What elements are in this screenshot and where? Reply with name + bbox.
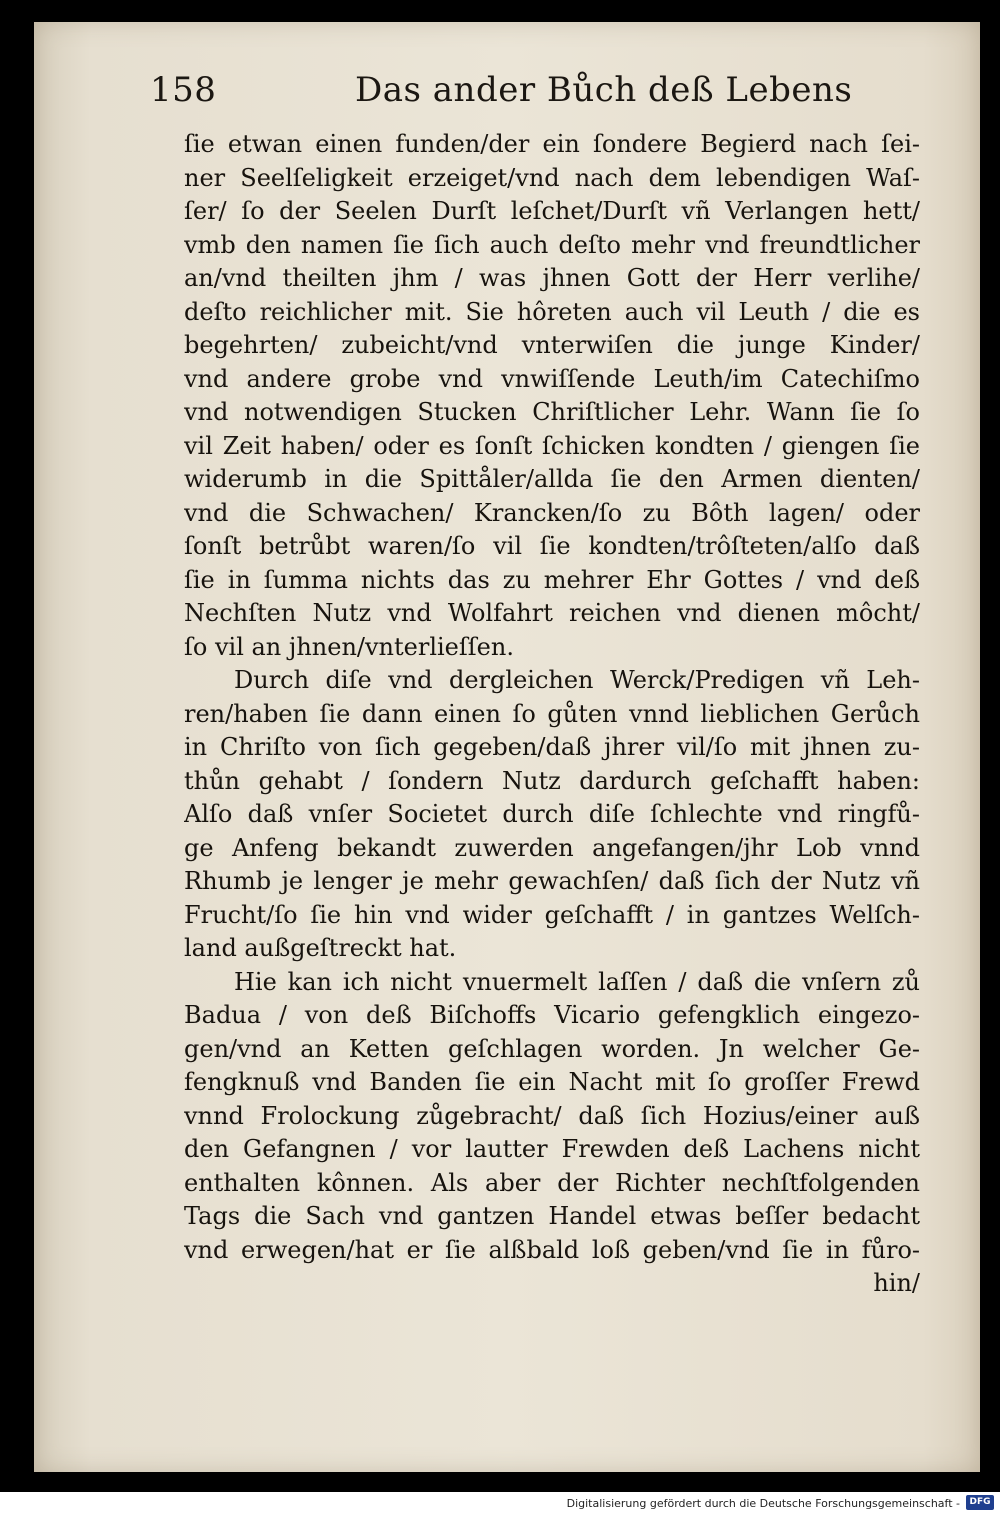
text-line: Badua / von deß Biſchoffs Vicario gefengklich eingezo- [184,1001,920,1029]
body-text [184,128,920,1301]
text-line: deſto reichlicher mit. Sie hôreten auch vil Leuth / die es [184,297,920,326]
text-line: an/vnd theilten jhm / was jhnen Gott der Herr verlihe/ [184,264,920,292]
text-line: fengknuß vnd Banden ſie ein Nacht mit ſo groſſer Frewd [184,1068,920,1096]
text-line: Alſo daß vnſer Societet durch diſe ſchlechte vnd ringfů- [184,800,920,828]
text-line: Frucht/ſo ſie hin vnd wider geſchafft / in gantzes Welſch- [184,900,920,929]
digitization-footer [0,1492,1000,1515]
text-line: vnd erwegen/hat er ſie alßbald loß geben/vnd ſie in fůro- [184,1235,920,1264]
paragraph-first-line: Durch diſe vnd dergleichen Werck/Predigen vñ Leh- [234,666,920,694]
text-line: land außgeſtreckt hat. [184,934,457,962]
text-line: in Chriſto von ſich gegeben/daß jhrer vil/ſo mit jhnen zu- [184,733,920,761]
text-line: vil Zeit haben/ oder es ſonſt ſchicken kondten / giengen ſie [184,431,920,460]
text-line: Nechſten Nutz vnd Wolfahrt reichen vnd dienen môcht/ [184,599,920,627]
text-line: ſie in ſumma nichts das zu mehrer Ehr Gottes / vnd deß [184,565,920,594]
text-line: vnnd Frolockung zůgebracht/ daß ſich Hozius/einer auß [184,1101,920,1130]
text-line: widerumb in die Spittåler/allda ſie den Armen dienten/ [184,465,920,493]
catchword: hin/ [873,1269,920,1297]
text-line: den Gefangnen / vor lautter Frewden deß Lachens nicht [184,1135,920,1163]
text-line: ſonſt betrůbt waren/ſo vil ſie kondten/trôſteten/alſo daß [184,532,920,560]
page-number: 158 [150,70,217,110]
dfg-logo[interactable]: DFG [966,1495,994,1510]
text-line: vmb den namen ſie ſich auch deſto mehr vnd freundtlicher [184,230,920,259]
text-line: ſer/ ſo der Seelen Durſt leſchet/Durſt vñ Verlangen hett/ [184,197,920,225]
text-line: vnd die Schwachen/ Krancken/ſo zu Bôth lagen/ oder [184,498,920,527]
text-line: ge Anfeng bekandt zuwerden angefangen/jhr Lob vnnd [184,833,920,862]
paragraph-first-line: Hie kan ich nicht vnuermelt laſſen / daß die vnſern zů [234,967,920,996]
text-line: ren/haben ſie dann einen ſo gůten vnnd lieblichen Gerůch [184,699,920,728]
text-line: vnd andere grobe vnd vnwiſſende Leuth/im Catechiſmo [184,364,920,393]
text-line: vnd notwendigen Stucken Chriſtlicher Lehr. Wann ſie ſo [184,398,920,426]
text-line: ſie etwan einen funden/der ein ſondere Begierd nach ſei- [184,130,920,158]
running-title: Das ander Bůch deß Lebens [355,70,853,110]
text-line: thůn gehabt / ſondern Nutz dardurch geſchafft haben: [184,766,920,795]
text-line: Rhumb je lenger je mehr gewachſen/ daß ſich der Nutz vñ [184,867,920,895]
text-line: Tags die Sach vnd gantzen Handel etwas beſſer bedacht [184,1202,920,1230]
text-line: ner Seelſeligkeit erzeiget/vnd nach dem lebendigen Waſ- [184,163,920,192]
text-line: begehrten/ zubeicht/vnd vnterwiſen die junge Kinder/ [184,331,920,359]
funding-credit: Digitalisierung gefördert durch die Deutsche Forschungsgemeinschaft - [566,1497,960,1510]
text-line: gen/vnd an Ketten geſchlagen worden. Jn welcher Ge- [184,1034,920,1063]
text-line: ſo vil an jhnen/vnterlieſſen. [184,632,514,661]
text-line: enthalten kônnen. Als aber der Richter nechſtfolgenden [184,1168,920,1197]
page-header [150,62,853,118]
